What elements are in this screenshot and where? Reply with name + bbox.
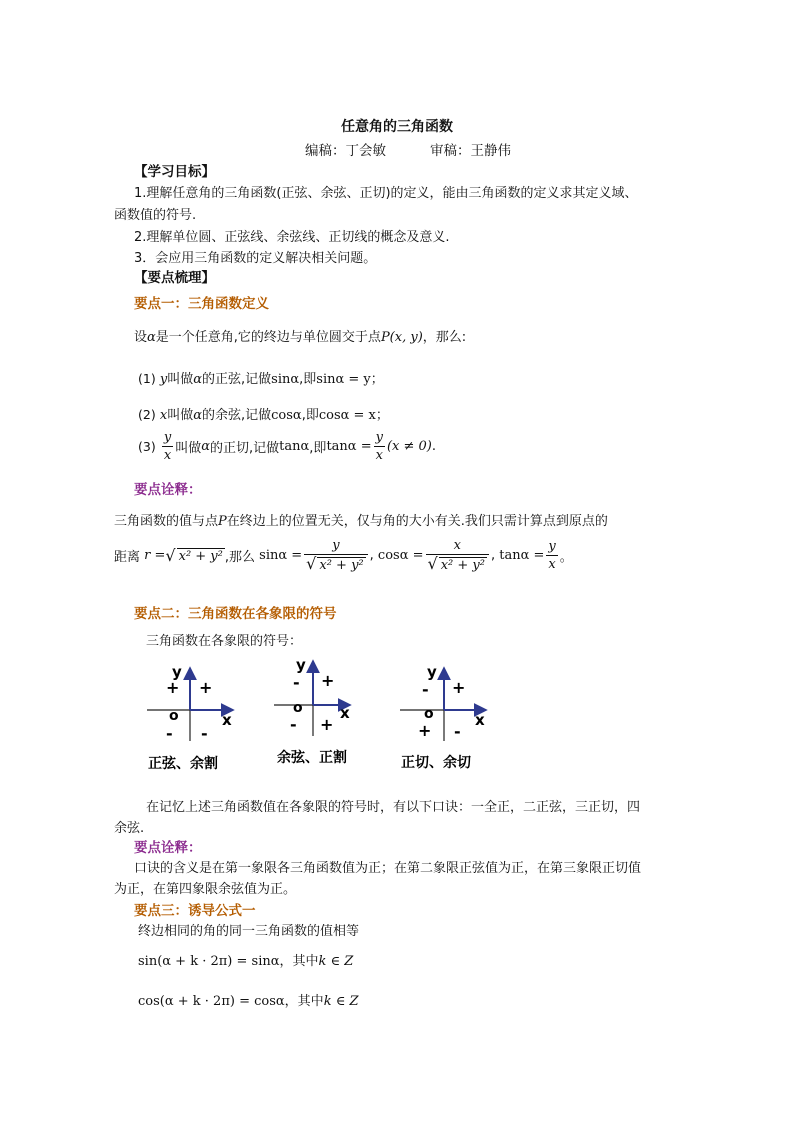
goal-item-1-cont: 函数值的符号. [114, 208, 197, 223]
goals-heading: 【学习目标】 [134, 164, 215, 180]
quadrant-2-sign: + [166, 678, 180, 697]
point2-note-heading: 要点诠释： [134, 840, 202, 856]
point3-intro: 终边相同的角的同一三角函数的值相等 [138, 924, 360, 939]
quadrant-3-sign: - [166, 724, 173, 743]
quadrant-3-sign: + [418, 721, 432, 740]
point1-heading: 要点一：三角函数定义 [134, 296, 269, 312]
x-axis-label: x [222, 711, 232, 729]
page-title: 任意角的三角函数 [341, 119, 453, 135]
point2-note-line-1: 口诀的含义是在第一象限各三角函数值为正；在第二象限正弦值为正，在第三象限正切值 [134, 861, 642, 876]
origin-label: o [293, 700, 303, 716]
point2-note-line-2: 为正，在第四象限余弦值为正。 [114, 882, 297, 897]
sine-definition: (1) y叫做α的正弦,记做sinα,即sinα = y； [138, 371, 384, 387]
quadrant-1-sign: + [199, 678, 213, 697]
quadrant-4-sign: - [201, 724, 208, 743]
goal-item-1: 1.理解任意角的三角函数(正弦、余弦、正切)的定义，能由三角函数的定义求其定义域、 [134, 186, 638, 201]
formula-cosine-periodic: cos(α + k · 2π) = cosα，其中k ∈ Z [138, 994, 359, 1009]
quadrant-sign-diagrams [0, 655, 794, 780]
point3-heading: 要点三：诱导公式一 [134, 903, 256, 919]
summary-heading: 【要点梳理】 [134, 270, 215, 286]
origin-label: o [424, 706, 434, 722]
quadrant-4-sign: - [454, 722, 461, 741]
formula-sine-periodic: sin(α + k · 2π) = sinα，其中k ∈ Z [138, 954, 354, 969]
diagram-sine [147, 663, 232, 772]
mnemonic-line-2: 余弦. [114, 821, 145, 836]
distance-formula-line: 距离 r =√ x² + y² ,那么 sinα = $\frac{y}{\text{√ x² + y²}}$ , cosα = $\frac{x}{\text{√ x² + y²}}$ , tanα = $\frac{y}{x}$ 。 [114, 538, 573, 573]
quadrant-2-sign: - [293, 673, 300, 692]
editor-credits [305, 139, 511, 159]
quadrant-3-sign: - [290, 715, 297, 734]
quadrant-4-sign: + [320, 715, 334, 734]
point2-intro: 三角函数在各象限的符号： [146, 634, 303, 649]
x-axis-label: x [340, 704, 350, 722]
diagram-caption: 正切、余切 [401, 755, 471, 771]
point1-note-text: 三角函数的值与点P在终边上的位置无关，仅与角的大小有关.我们只需计算点到原点的 [114, 514, 608, 529]
tangent-definition: (3) $\frac{y}{x}$ 叫做α的正切,记做tanα,即tanα = $\frac{y}{x}$ (x ≠ 0). [138, 430, 436, 463]
reviewer-name: 审稿：王静伟 [430, 143, 511, 159]
x-axis-label: x [475, 711, 485, 729]
y-axis-label: y [296, 656, 306, 674]
diagram-caption: 正弦、余割 [148, 756, 218, 772]
y-axis-label: y [427, 663, 437, 681]
diagram-caption: 余弦、正割 [277, 750, 347, 766]
goal-item-2: 2.理解单位圆、正弦线、余弦线、正切线的概念及意义. [134, 230, 450, 245]
cosine-definition: (2) x叫做α的余弦,记做cosα,即cosα = x； [138, 407, 389, 423]
diagram-cosine [274, 656, 350, 766]
fraction-y-over-x: $\frac{y}{x}$ [163, 430, 172, 463]
quadrant-2-sign: - [422, 680, 429, 699]
goal-item-3: 3．会应用三角函数的定义解决相关问题。 [134, 251, 377, 266]
origin-label: o [169, 708, 179, 724]
quadrant-1-sign: + [452, 678, 466, 697]
point1-note-heading: 要点诠释： [134, 482, 202, 498]
definition-intro: 设α是一个任意角,它的终边与单位圆交于点P(x, y)，那么: [134, 330, 467, 345]
y-axis-label: y [172, 663, 182, 681]
diagram-tangent [400, 663, 485, 771]
point2-heading: 要点二：三角函数在各象限的符号 [134, 606, 337, 622]
mnemonic-line-1: 在记忆上述三角函数值在各象限的符号时，有以下口诀：一全正，二正弦，三正切，四 [146, 800, 641, 815]
fraction-y-over-x: $\frac{y}{x}$ [375, 430, 383, 463]
quadrant-1-sign: + [321, 671, 335, 690]
editor-name: 编稿：丁会敏 [305, 143, 386, 159]
